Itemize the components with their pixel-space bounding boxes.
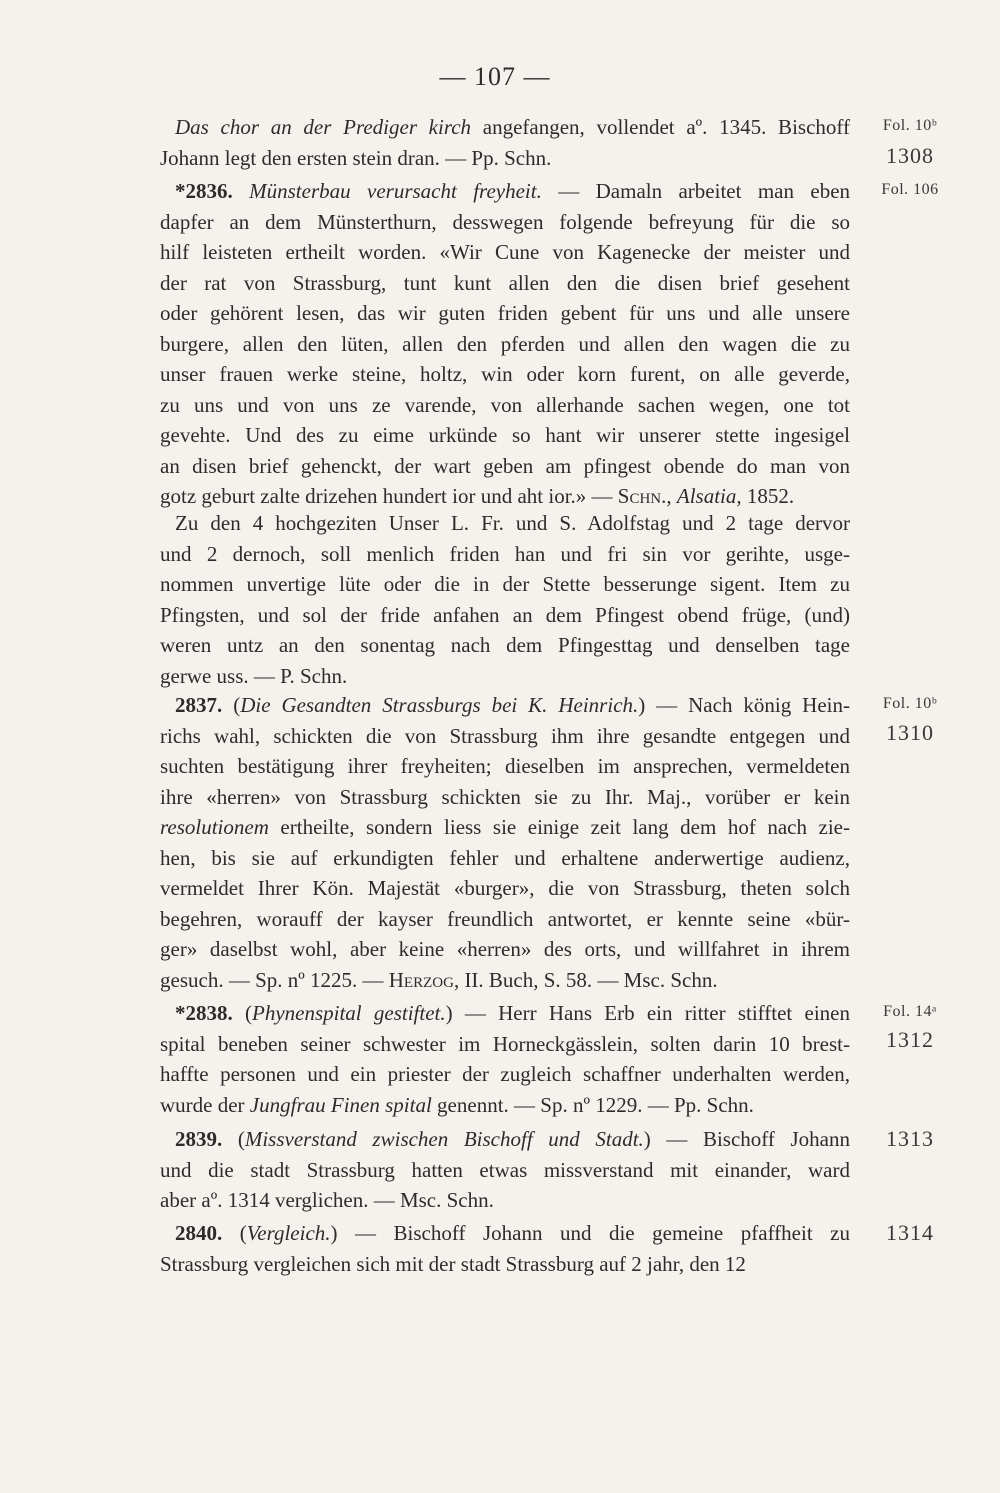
text-line [160, 630, 850, 661]
text-segment: Missverstand zwischen Bischoff und Stadt. [244, 1127, 644, 1151]
paragraph-text [160, 1218, 850, 1279]
text-segment: ( [222, 693, 241, 717]
text-line [160, 176, 850, 207]
text-segment: angefangen, vollendet aº. 1345. Bischoff [471, 115, 850, 139]
text-segment: ihre «herren» von Strassburg schickten sie zu Ihr. Maj., vorüber er kein [160, 784, 850, 809]
text-segment: gesuch. — Sp. nº 1225. — [160, 967, 389, 992]
margin-year-1308: 1308 [886, 143, 934, 168]
text-line [160, 1029, 850, 1060]
text-line [160, 390, 850, 421]
margin-year-1312: 1312 [886, 1027, 934, 1052]
text-segment: , II. Buch, S. 58. — Msc. Schn. [453, 967, 718, 992]
margin-fol-10b: Fol. 10ᵇ [882, 117, 938, 134]
text-line [160, 359, 850, 390]
text-line [160, 143, 850, 174]
entry-2840 [160, 1218, 850, 1279]
text-line [160, 1059, 850, 1090]
margin-year-1310: 1310 [886, 720, 934, 745]
paragraph-text [160, 690, 850, 995]
margin-fol-106: Fol. 106 [881, 181, 939, 198]
text-line [160, 721, 850, 752]
text-segment: 2839. [175, 1127, 223, 1151]
text-line [160, 569, 850, 600]
text-line [160, 329, 850, 360]
text-segment: Münsterbau verursacht freyheit. [249, 179, 542, 203]
text-segment: ) — Bischoff Johann [643, 1127, 850, 1151]
text-segment: ( [222, 1221, 247, 1245]
text-line [160, 1124, 850, 1155]
text-segment: *2838. [175, 1001, 233, 1025]
paragraph-text [160, 112, 850, 173]
text-line [160, 1218, 850, 1249]
text-segment: unser frauen werke steine, holtz, win oder korn furent, on alle geverde, [160, 362, 850, 386]
text-line [160, 690, 850, 721]
entry-2838 [160, 998, 850, 1120]
text-line [160, 600, 850, 631]
text-segment: ger» daselbst wohl, aber keine «herren» des orts, und willfahret in ihrem [160, 937, 850, 961]
text-segment: haffte personen und ein priester der zugleich schaffner underhalten werden, [160, 1062, 850, 1086]
text-segment: richs wahl, schickten die von Strassburg ihm ihre gesandte entgegen und [160, 723, 850, 748]
text-line [160, 873, 850, 904]
margin-fol-10b-second: Fol. 10ᵇ [882, 695, 938, 712]
entry-2837 [160, 690, 850, 995]
margin-year-1313: 1313 [886, 1126, 934, 1151]
text-segment: nommen unvertige lüte oder die in der Stette besserunge sigent. Item zu [160, 572, 850, 596]
text-line [160, 508, 850, 539]
text-segment: genennt. — Sp. nº 1229. — Pp. Schn. [431, 1092, 754, 1117]
text-segment: burgere, allen den lüten, allen den pferden und allen den wagen die zu [160, 331, 850, 356]
text-line [160, 1249, 850, 1280]
text-line [160, 481, 850, 512]
text-line [160, 843, 850, 874]
text-segment: Johann legt den ersten stein dran. — Pp. Schn. [160, 145, 552, 170]
text-segment: Schn. [617, 484, 667, 508]
text-segment: und 2 dernoch, soll menlich friden han und fri sin vor gerihte, usge- [160, 541, 850, 566]
page-number: — 107 — [439, 62, 551, 91]
margin-year-1314: 1314 [886, 1220, 934, 1245]
text-segment: aber aº. 1314 verglichen. — Msc. Schn. [160, 1188, 494, 1212]
text-segment: Vergleich. [246, 1221, 331, 1245]
paragraph-text [160, 1124, 850, 1216]
text-line [160, 451, 850, 482]
entry-2839 [160, 1124, 850, 1216]
text-segment: oder gehörent lesen, das wir guten friden gebent für uns und alle unsere [160, 301, 850, 325]
text-segment: 2837. [175, 693, 223, 717]
text-segment: weren untz an den sonentag nach dem Pfingesttag und denselben tage [160, 633, 850, 657]
text-line [160, 237, 850, 268]
text-line [160, 1185, 850, 1216]
text-segment: und die stadt Strassburg hatten etwas missverstand mit einander, ward [160, 1157, 850, 1182]
text-line [160, 112, 850, 143]
paragraph-text [160, 508, 850, 691]
text-line [160, 812, 850, 843]
text-line [160, 965, 850, 996]
text-segment: dapfer an dem Münsterthurn, desswegen folgende befreyung für die so [160, 209, 850, 234]
text-segment: *2836. [175, 179, 233, 203]
text-segment: begehren, worauff der kayser freundlich antwortet, er kennte seine «bür- [160, 906, 850, 931]
text-line [160, 751, 850, 782]
text-segment: Strassburg vergleichen sich mit der stadt Strassburg auf 2 jahr, den 12 [160, 1251, 746, 1276]
text-segment: Alsatia, [676, 484, 742, 508]
paragraph-text [160, 998, 850, 1120]
margin-fol-14a: Fol. 14ᵃ [883, 1003, 937, 1020]
text-segment: der rat von Strassburg, tunt kunt allen den die disen brief gesehent [160, 270, 850, 295]
text-line [160, 207, 850, 238]
text-segment: hen, bis sie auf erkundigten fehler und erhaltene anderwertige audienz, [160, 845, 850, 870]
text-segment: wurde der [160, 1092, 250, 1117]
text-line [160, 998, 850, 1029]
text-line [160, 904, 850, 935]
text-segment: vermeldet Ihrer Kön. Majestät «burger», die von Strassburg, theten solch [160, 876, 850, 900]
text-segment: Jungfrau Finen spital [249, 1092, 432, 1117]
paragraph-zu-den [160, 508, 850, 691]
paragraph-intro [160, 112, 850, 173]
text-line [160, 1090, 850, 1121]
text-segment: ( [232, 1001, 252, 1025]
text-segment: Pfingsten, und sol der fride anfahen an dem Pfingest obend früge, (und) [160, 602, 850, 627]
text-segment: gevehte. Und des zu eime urkünde so hant wir unserer stette ingesigel [160, 423, 850, 447]
text-line [160, 782, 850, 813]
text-segment: suchten bestätigung ihrer freyheiten; dieselben im ansprechen, vermeldeten [160, 754, 850, 778]
text-segment: 1852. [741, 484, 795, 508]
text-line [160, 661, 850, 692]
text-segment [233, 179, 249, 203]
text-line [160, 420, 850, 451]
text-segment: gerwe uss. — P. Schn. [160, 663, 348, 688]
text-line [160, 1155, 850, 1186]
paragraph-text [160, 176, 850, 512]
text-line [160, 539, 850, 570]
text-segment: Phynenspital gestiftet. [252, 1001, 446, 1025]
text-segment: , [666, 484, 677, 508]
text-segment: ertheilte, sondern liess sie einige zeit lang dem hof nach zie- [268, 815, 850, 839]
text-segment: — Damaln arbeitet man eben [541, 179, 851, 203]
text-segment: Die Gesandten Strassburgs bei K. Heinrich. [240, 693, 639, 717]
text-segment: Herzog [388, 967, 454, 992]
text-line [160, 268, 850, 299]
text-line [160, 298, 850, 329]
text-segment: ) — Nach könig Hein- [638, 693, 850, 717]
entry-2836 [160, 176, 850, 512]
text-segment: Das chor an der Prediger kirch [175, 115, 472, 139]
text-segment: spital beneben seiner schwester im Horneckgässlein, solten darin 10 brest- [160, 1031, 850, 1056]
text-segment: ) — Herr Hans Erb ein ritter stifftet einen [445, 1001, 850, 1025]
text-segment: zu uns und von uns ze varende, von allerhande sachen wegen, one tot [160, 392, 850, 417]
text-segment: an disen brief gehenckt, der wart geben am pfingest obende do man von [160, 453, 850, 478]
text-segment: ) — Bischoff Johann und die gemeine pfaffheit zu [330, 1221, 850, 1245]
text-segment: gotz geburt zalte drizehen hundert ior und aht ior.» — [160, 484, 618, 508]
text-segment: ( [222, 1127, 245, 1151]
text-segment: 2840. [175, 1221, 223, 1245]
text-segment: resolutionem [160, 815, 269, 839]
text-segment: hilf leisteten ertheilt worden. «Wir Cune von Kagenecke der meister und [160, 240, 850, 264]
text-segment: Zu den 4 hochgeziten Unser L. Fr. und S. Adolfstag und 2 tage dervor [175, 511, 850, 535]
text-line [160, 934, 850, 965]
